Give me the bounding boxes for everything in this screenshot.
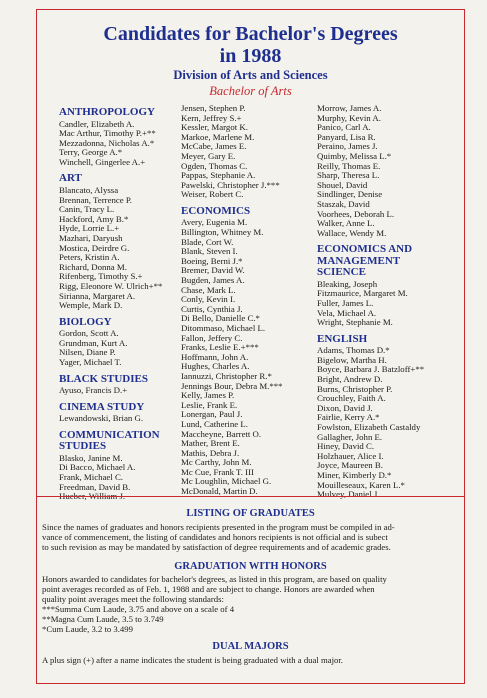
candidate-name: Hughes, Charles A. [181, 361, 250, 372]
candidate-name: Sirianna, Margaret A. [59, 290, 136, 301]
candidate-name: Boyce, Barbara J. Batzloff+** [317, 364, 425, 375]
candidate-name: Hueber, William J. [59, 491, 126, 502]
section-heading-line: SCIENCE [317, 266, 366, 279]
candidate-name: Blancato, Alyssa [59, 184, 119, 195]
graduates-line: to such revision as may be mandated by satisfaction of degree requirements and of academic grades. [42, 542, 391, 552]
section-heading [59, 402, 177, 414]
candidate-name: Mather, Brent E. [181, 438, 240, 449]
candidate-name: Di Bello, Danielle C.* [181, 313, 260, 324]
candidate-name: Grundman, Kurt A. [59, 337, 128, 348]
section-heading [59, 374, 177, 386]
candidate-name: Holzhauer, Alice I. [317, 450, 384, 461]
candidate-name: Mouilleseaux, Karen L.* [317, 479, 405, 490]
candidate-name: Peters, Kristin A. [59, 252, 120, 263]
dual-majors-heading: DUAL MAJORS [212, 641, 289, 652]
candidate-name: Bugden, James A. [181, 275, 245, 285]
candidate-name: Wallace, Wendy M. [317, 227, 387, 238]
section-heading [181, 206, 306, 218]
candidate-name: Staszak, David [317, 198, 370, 209]
candidate-name: Gordon, Scott A. [59, 328, 119, 339]
candidate-name: Gallagher, John E. [317, 431, 383, 442]
honors-text [42, 574, 460, 634]
candidate-name: Brennan, Terrence P. [59, 194, 132, 205]
candidate-name: Hyde, Lorrie L.+ [59, 223, 120, 234]
candidate-name: Canin, Tracy L. [59, 204, 115, 215]
candidate-name: Kelly, James P. [181, 390, 235, 401]
candidate-name: Curtis, Cynthia J. [181, 303, 243, 314]
page-title-line1: Candidates for Bachelor's Degrees [103, 23, 398, 45]
candidate-name: Murphy, Kevin A. [317, 112, 381, 123]
dual-majors-text: A plus sign (+) after a name indicates the student is being graduated with a dual major. [42, 655, 343, 665]
section-heading-line: MANAGEMENT [317, 254, 401, 267]
candidate-name: Iannuzzi, Christopher R.* [181, 370, 272, 381]
candidate-name: Hiney, David C. [317, 441, 375, 452]
honors-heading: GRADUATION WITH HONORS [174, 561, 327, 572]
candidate-name: Adams, Thomas D.* [317, 345, 390, 356]
candidate-name: Candler, Elizabeth A. [59, 118, 135, 129]
candidate-name: Nilsen, Diane P. [59, 347, 116, 358]
candidate-name: Winchell, Gingerlee A.+ [59, 156, 146, 167]
candidate-name: Walker, Anne L. [317, 218, 375, 229]
candidate-name: Hoffmann, John A. [181, 351, 249, 362]
candidate-name: Ogden, Thomas C. [181, 160, 248, 171]
section-heading-line: STUDIES [59, 440, 107, 453]
honors-line: point averages recorded as of Feb. 1, 1988 and are subject to change. Honors are awarded when [42, 584, 375, 594]
section-heading-line: CINEMA STUDY [59, 400, 145, 413]
candidate-name: Crouchley, Faith A. [317, 393, 386, 404]
candidate-name: Reilly, Thomas E. [317, 160, 381, 171]
candidate-name: Mc Loughlin, Michael G. [181, 476, 272, 487]
candidate-name: Lonergan, Paul J. [181, 409, 243, 420]
candidate-name: Bright, Andrew D. [317, 374, 383, 385]
candidate-name: Fitzmaurice, Margaret M. [317, 288, 408, 299]
section-heading [317, 334, 462, 346]
honors-line: quality point averages meet the following standards: [42, 594, 224, 604]
candidate-name: Avery, Eugenia M. [181, 217, 248, 228]
candidate-name: Yager, Michael T. [59, 356, 122, 367]
honors-line: *Cum Laude, 3.2 to 3.499 [42, 624, 133, 634]
candidate-name: Quimby, Melissa L.* [317, 150, 392, 161]
section-heading-line: ECONOMICS [181, 204, 251, 217]
candidate-name: Di Bacco, Michael A. [59, 462, 136, 473]
candidate-name: Franks, Leslie E.+*** [181, 342, 259, 353]
candidate-name: Mathis, Debra J. [181, 447, 240, 458]
candidate-name: Ditommaso, Michael L. [181, 322, 266, 333]
candidate-name: Mc Carthy, John M. [181, 457, 252, 468]
candidate-name: Conly, Kevin I. [181, 294, 236, 305]
division-heading: Division of Arts and Sciences [173, 68, 328, 82]
candidate-name: Richard, Donna M. [59, 261, 127, 272]
section-heading [59, 430, 177, 453]
candidate-name: Rifenberg, Timothy S.+ [59, 271, 143, 282]
candidate-name: Wemple, Mark D. [59, 300, 123, 311]
candidate-name: Fowlston, Elizabeth Castaldy [317, 422, 421, 433]
candidate-name: Morrow, James A. [317, 103, 382, 113]
candidate-name: Shouel, David [317, 179, 368, 190]
names-column-1 [59, 104, 177, 502]
candidate-name: Bremer, David W. [181, 265, 245, 276]
candidate-name: Panyard, Lisa R. [317, 131, 376, 142]
section-heading [59, 173, 177, 185]
candidate-name: Miner, Kimberly D.* [317, 470, 392, 480]
candidate-name: Sindlinger, Denise [317, 189, 383, 200]
section-divider [36, 496, 465, 497]
candidate-name: Jensen, Stephen P. [181, 103, 246, 113]
candidate-name: Peraino, James J. [317, 141, 378, 152]
candidate-name: Mulvey, Daniel J. [317, 489, 380, 500]
candidate-name: Rigg, Eleonore W. Ulrich+** [59, 280, 163, 291]
candidate-name: Mazhari, Daryush [59, 232, 123, 243]
candidate-name: Blank, Steven I. [181, 246, 238, 257]
candidate-name: Kessler, Margot K. [181, 122, 248, 133]
section-heading [59, 107, 177, 119]
candidate-name: Mezzadonna, Nicholas A.* [59, 137, 155, 148]
section-heading [317, 244, 462, 279]
candidate-name: Ayuso, Francis D.+ [59, 385, 128, 396]
degree-heading: Bachelor of Arts [209, 84, 292, 98]
candidate-name: Leslie, Frank E. [181, 399, 238, 410]
candidate-name: Maccheyne, Barrett O. [181, 428, 262, 439]
candidate-name: Terry, George A.* [59, 147, 123, 158]
candidate-name: Fairlie, Kerry A.* [317, 412, 380, 423]
candidate-name: Freedman, David B. [59, 481, 131, 492]
candidate-name: Fuller, James L. [317, 298, 374, 308]
candidate-name: Burns, Christopher P. [317, 383, 393, 394]
candidate-name: Bigelow, Martha H. [317, 354, 387, 365]
candidate-name: Vela, Michael A. [317, 307, 377, 318]
candidate-name: Mc Cue, Frank T. III [181, 466, 254, 477]
candidate-name: Fallon, Jeffery C. [181, 332, 243, 343]
section-heading-line: BLACK STUDIES [59, 372, 148, 385]
candidate-name: Boeing, Berni J.* [181, 255, 243, 266]
candidate-name: Lund, Catherine L. [181, 418, 248, 429]
candidate-name: Bleaking, Joseph [317, 278, 378, 289]
candidate-name: Lewandowski, Brian G. [59, 413, 144, 424]
candidate-name: Meyer, Gary E. [181, 150, 236, 161]
graduates-text [42, 522, 460, 552]
candidate-name: Voorhees, Deborah L. [317, 208, 395, 219]
candidate-name: Weiser, Robert C. [181, 189, 244, 200]
honors-line: ***Summa Cum Laude, 3.75 and above on a scale of 4 [42, 604, 235, 614]
section-heading-line: ANTHROPOLOGY [59, 106, 155, 118]
graduates-heading: LISTING OF GRADUATES [186, 508, 315, 519]
section-heading-line: COMMUNICATION [59, 428, 160, 441]
candidate-name: Pappas, Stephanie A. [181, 170, 256, 181]
candidate-name: McDonald, Martin D. [181, 486, 258, 497]
candidate-name: Wright, Stephanie M. [317, 317, 393, 328]
candidate-name: Panico, Carl A. [317, 122, 371, 133]
candidate-name: McCabe, James E. [181, 141, 247, 152]
candidate-name: Blade, Cort W. [181, 236, 234, 247]
candidate-name: Kern, Jeffrey S.+ [181, 112, 242, 123]
section-heading-line: ENGLISH [317, 332, 368, 345]
candidate-name: Billington, Whitney M. [181, 227, 264, 238]
candidate-name: Mostica, Deirdre G. [59, 242, 130, 253]
candidate-name: Markoe, Marlene M. [181, 131, 255, 142]
section-heading-line: BIOLOGY [59, 315, 112, 328]
candidate-name: Hackford, Amy B.* [59, 213, 129, 224]
section-heading [59, 317, 177, 329]
candidate-name: Joyce, Maureen B. [317, 460, 383, 471]
graduates-line: vance of commencement, the listing of candidates and honors recipients is not official and is subect [42, 532, 388, 542]
graduates-line: Since the names of graduates and honors recipients presented in the program must be compiled in ad- [42, 522, 395, 532]
honors-line: Honors awarded to candidates for bachelor's degrees, as listed in this program, are based on quality [42, 574, 387, 584]
candidate-name: Pawelski, Christopher J.*** [181, 179, 280, 190]
candidate-name: Jennings Bour, Debra M.*** [181, 380, 283, 391]
candidate-name: Sharp, Theresa L. [317, 170, 380, 181]
candidate-name: Mac Arthur, Timothy P.+** [59, 128, 156, 139]
names-column-3 [317, 104, 462, 500]
page-title-line2: in 1988 [219, 45, 282, 67]
candidate-name: Blasko, Janine M. [59, 452, 123, 463]
honors-line: **Magna Cum Laude, 3.5 to 3.749 [42, 614, 164, 624]
candidate-name: Frank, Michael C. [59, 471, 124, 482]
section-heading-line: ART [59, 172, 82, 185]
candidate-name: Chase, Mark L. [181, 284, 236, 295]
candidate-name: Dixon, David J. [317, 402, 373, 413]
section-heading-line: ECONOMICS AND [317, 243, 413, 256]
names-column-2 [181, 104, 306, 497]
